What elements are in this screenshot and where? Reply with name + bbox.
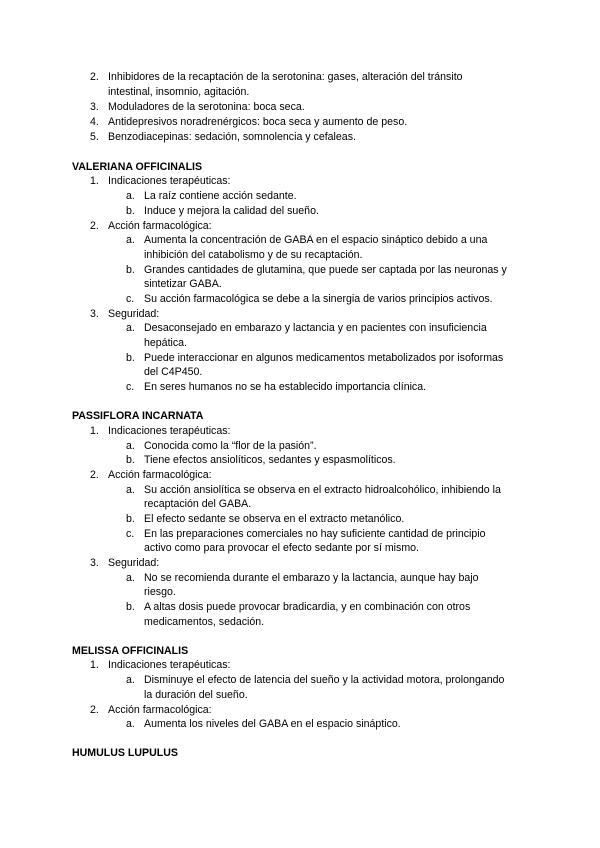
list-text: intestinal, insomnio, agitación.	[108, 86, 250, 98]
section-heading: HUMULUS LUPULUS	[72, 747, 178, 759]
sub-text: Grandes cantidades de glutamina, que puede ser captada por las neuronas y	[144, 264, 507, 276]
sub-text: En seres humanos no se ha establecido importancia clínica.	[144, 381, 427, 393]
list-text: Benzodiacepinas: sedación, somnolencia y cefaleas.	[108, 131, 356, 143]
sub-letter: c.	[126, 293, 135, 305]
sub-letter: b.	[126, 454, 135, 466]
section-heading: VALERIANA OFFICINALIS	[72, 161, 203, 173]
sub-letter: b.	[126, 205, 135, 217]
sub-text: En las preparaciones comerciales no hay suficiente cantidad de principio	[144, 528, 486, 540]
sub-text: Su acción ansiolítica se observa en el extracto hidroalcohólico, inhibiendo la	[144, 484, 501, 496]
sub-text: del C4P450.	[144, 366, 203, 378]
list-number: 2.	[90, 220, 99, 232]
list-number: 2.	[90, 71, 99, 83]
list-number: 1.	[90, 175, 99, 187]
sub-text: Su acción farmacológica se debe a la sinergia de varios principios activos.	[144, 293, 493, 305]
sub-text: Puede interaccionar en algunos medicamentos metabolizados por isoformas	[144, 352, 504, 364]
list-label: Acción farmacológica:	[108, 704, 212, 716]
sub-text: la duración del sueño.	[144, 689, 248, 701]
sub-letter: a.	[126, 718, 135, 730]
list-number: 5.	[90, 131, 99, 143]
sub-text: recaptación del GABA.	[144, 498, 252, 510]
sub-letter: c.	[126, 528, 135, 540]
sub-text: Disminuye el efecto de latencia del sueño y la actividad motora, prolongando	[144, 674, 505, 686]
sub-text: No se recomienda durante el embarazo y la lactancia, aunque hay bajo	[144, 572, 479, 584]
list-number: 4.	[90, 116, 99, 128]
sub-text: Aumenta la concentración de GABA en el espacio sináptico debido a una	[144, 234, 488, 246]
sub-letter: a.	[126, 484, 135, 496]
sub-text: medicamentos, sedación.	[144, 616, 265, 628]
sub-text: inhibición del catabolismo y de su recaptación.	[144, 249, 363, 261]
list-label: Indicaciones terapéuticas:	[108, 659, 231, 671]
sub-text: Conocida como la “flor de la pasión”.	[144, 440, 317, 452]
list-text: Moduladores de la serotonina: boca seca.	[108, 101, 305, 113]
list-number: 2.	[90, 704, 99, 716]
sub-text: hepática.	[144, 337, 187, 349]
sub-letter: a.	[126, 322, 135, 334]
sub-text: Aumenta los niveles del GABA en el espacio sináptico.	[144, 718, 401, 730]
sub-text: El efecto sedante se observa en el extracto metanólico.	[144, 513, 405, 525]
list-text: Inhibidores de la recaptación de la serotonina: gases, alteración del tránsito	[108, 71, 463, 83]
sub-letter: a.	[126, 234, 135, 246]
list-number: 3.	[90, 557, 99, 569]
sub-text: Desaconsejado en embarazo y lactancia y en pacientes con insuficiencia	[144, 322, 487, 334]
list-number: 2.	[90, 469, 99, 481]
sub-text: Induce y mejora la calidad del sueño.	[144, 205, 319, 217]
sub-letter: a.	[126, 190, 135, 202]
sub-letter: a.	[126, 440, 135, 452]
sub-letter: c.	[126, 381, 135, 393]
list-label: Seguridad:	[108, 557, 160, 569]
sub-letter: a.	[126, 674, 135, 686]
sub-letter: b.	[126, 264, 135, 276]
list-label: Acción farmacológica:	[108, 220, 212, 232]
list-label: Indicaciones terapéuticas:	[108, 175, 231, 187]
sub-letter: b.	[126, 601, 135, 613]
sub-text: Tiene efectos ansiolíticos, sedantes y espasmolíticos.	[144, 454, 396, 466]
list-label: Acción farmacológica:	[108, 469, 212, 481]
list-number: 1.	[90, 659, 99, 671]
sub-text: riesgo.	[144, 586, 176, 598]
sub-text: activo como para provocar el efecto sedante por sí mismo.	[144, 542, 419, 554]
list-text: Antidepresivos noradrenérgicos: boca seca y aumento de peso.	[108, 116, 408, 128]
sub-letter: b.	[126, 352, 135, 364]
list-number: 3.	[90, 101, 99, 113]
section-heading: MELISSA OFFICINALIS	[72, 645, 189, 657]
section-heading: PASSIFLORA INCARNATA	[72, 410, 204, 422]
list-number: 1.	[90, 425, 99, 437]
list-number: 3.	[90, 308, 99, 320]
list-label: Seguridad:	[108, 308, 160, 320]
sub-letter: b.	[126, 513, 135, 525]
sub-letter: a.	[126, 572, 135, 584]
sub-text: A altas dosis puede provocar bradicardia, y en combinación con otros	[144, 601, 471, 613]
sub-text: sintetizar GABA.	[144, 278, 222, 290]
list-label: Indicaciones terapéuticas:	[108, 425, 231, 437]
sub-text: La raíz contiene acción sedante.	[144, 190, 297, 202]
